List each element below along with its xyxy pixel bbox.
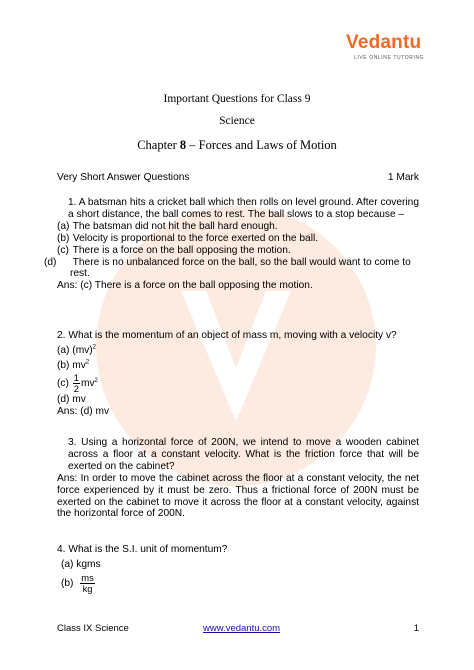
option-c: (c) There is a force on the ball opposing the motion. [57,244,291,256]
option-b: (b) Velocity is proportional to the force exerted on the ball. [57,232,319,244]
option-c: (c) $\frac{1}{2}$ $mv^2$ [57,371,98,394]
option-d: (d) There is no unbalanced force on the ball, so the ball would want to come to rest. [44,256,411,280]
doc-title: Important Questions for Class 9 [163,93,311,105]
question-1 [44,197,419,292]
footer-website-link[interactable]: www.vedantu.com [203,623,281,634]
question-4 [57,544,419,594]
section-heading [57,172,419,183]
question-text: 4. What is the S.I. unit of momentum? [57,544,228,555]
doc-subject: Science [219,115,255,127]
answer: Ans: In order to move the cabinet across the floor at a constant velocity, the net force experienced by it must be zero. Thus a frictional force of 200N must be exerted on the cabinet to move it across the floor at a constant velocity, against the horizontal force of 200N. [57,472,419,520]
section-title: Very Short Answer Questions [57,172,190,183]
logo-wordmark: Vedantu [346,32,422,53]
question-3 [57,437,419,520]
option-a: (a) (mv)$^2$ [57,344,97,356]
fraction: $\frac{1}{2}$ [73,371,79,394]
option-d: (d) mv [57,393,86,405]
question-text: 1. A batsman hits a cricket ball which then rolls on level ground. After covering a short distance, the ball comes to rest. The ball slows to a stop because – [68,197,419,220]
logo-tagline: LIVE ONLINE TUTORING [354,55,425,61]
question-text: 2. What is the momentum of an object of mass m, moving with a velocity v? [57,330,397,341]
section-marks: 1 Mark [387,172,419,183]
option-b: (b) $\frac{ms}{kg}$ [61,571,94,594]
fraction: $\frac{ms}{kg}$ [81,571,94,594]
vedantu-logo [338,28,428,78]
option-a: (a) kgms [61,558,101,570]
answer: Ans: (c) There is a force on the ball opposing the motion. [57,280,313,292]
footer-class-label: Class IX Science [57,623,129,634]
question-text: 3. Using a horizontal force of 200N, we intend to move a wooden cabinet across a floor at a constant velocity. What is the friction force that will be exerted on the cabinet? [68,437,419,472]
question-2 [57,330,419,418]
page-footer [57,623,419,634]
chapter-title: Chapter 8 – Forces and Laws of Motion [137,138,337,152]
answer: Ans: (d) mv [57,405,110,417]
option-a: (a) The batsman did not hit the ball hard enough. [57,220,278,232]
option-b: (b) $mv^2$ [57,359,90,371]
page-number: 1 [413,623,419,634]
